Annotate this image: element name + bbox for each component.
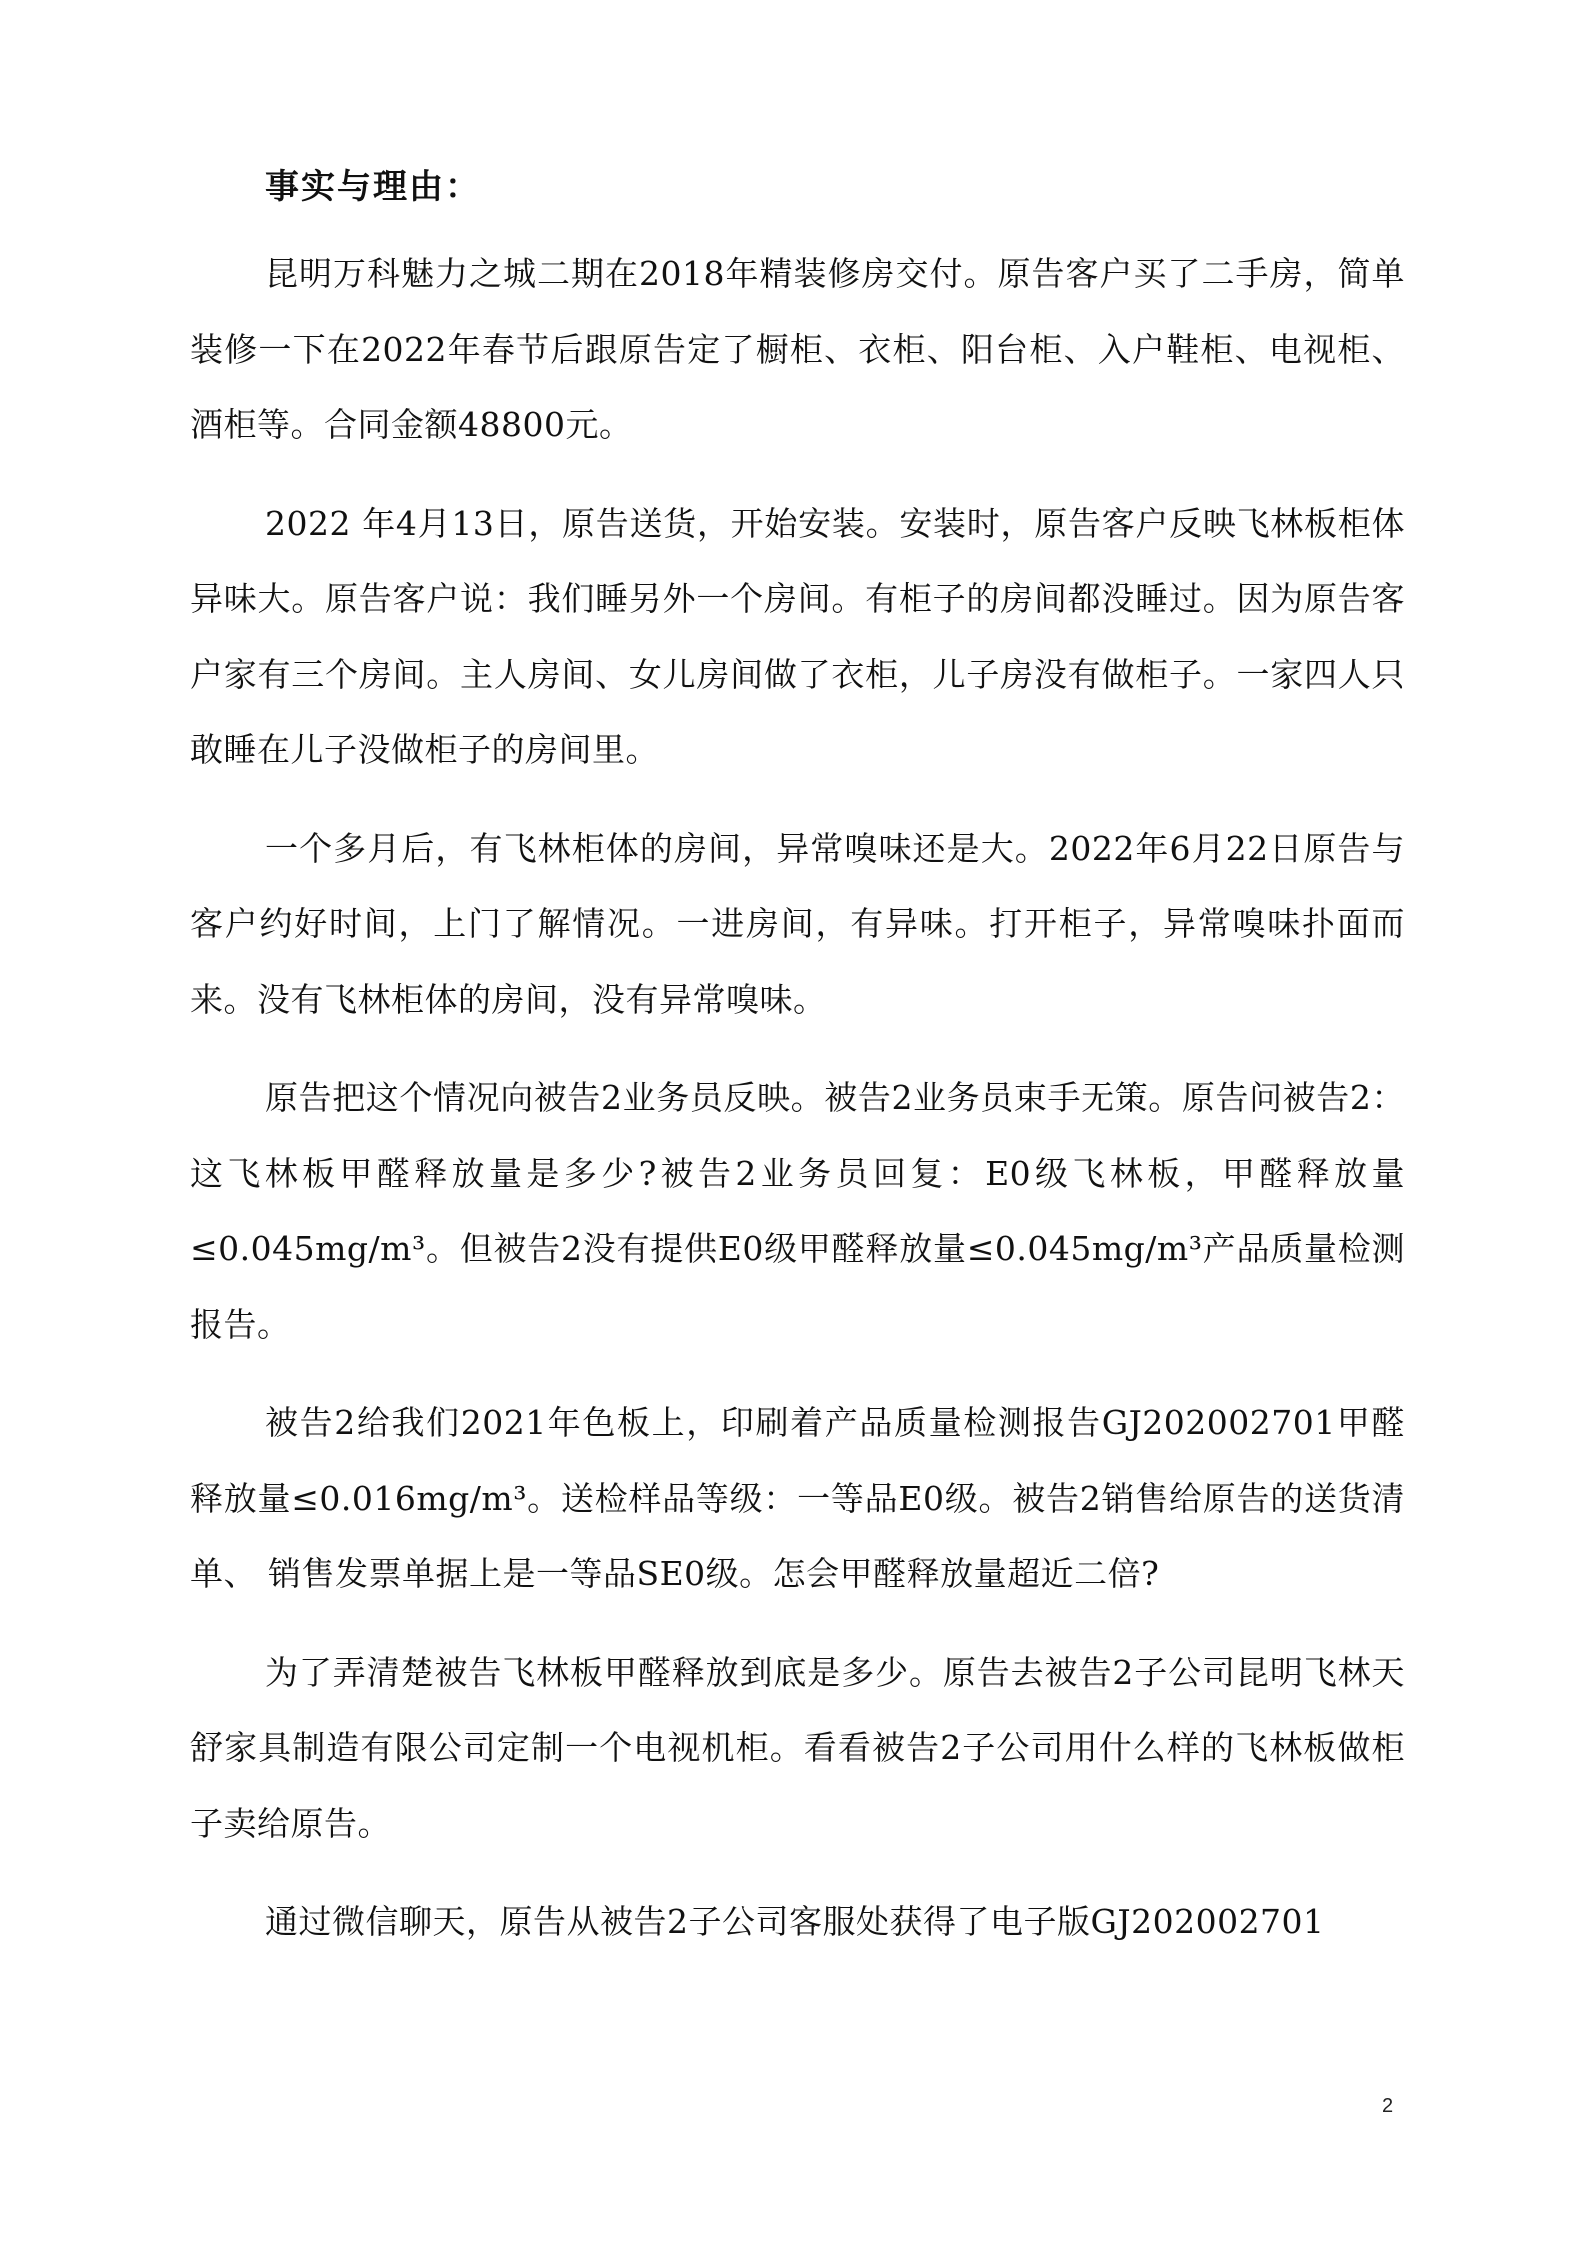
paragraph-6: 为了弄清楚被告飞林板甲醛释放到底是多少。原告去被告2子公司昆明飞林天舒家具制造有限公司定制一个电视机柜。看看被告2子公司用什么样的飞林板做柜子卖给原告。 bbox=[190, 1652, 1405, 1843]
paragraph-5: 被告2给我们2021年色板上，印刷着产品质量检测报告GJ202002701甲醛释放量≤0.016mg/m³。送检样品等级：一等品E0级。被告2销售给原告的送货清单、 销售发票单据上是一等品SE0级。怎会甲醛释放量超近二倍? bbox=[190, 1403, 1405, 1593]
paragraph-1: 昆明万科魅力之城二期在2018年精装修房交付。原告客户买了二手房，简单装修一下在2022年春节后跟原告定了橱柜、衣柜、阳台柜、入户鞋柜、电视柜、酒柜等。合同金额48800元。 bbox=[190, 254, 1405, 444]
paragraph-7: 通过微信聊天，原告从被告2子公司客服处获得了电子版GJ202002701 bbox=[265, 1902, 1325, 1941]
paragraph-4: 原告把这个情况向被告2业务员反映。被告2业务员束手无策。原告问被告2：这飞林板甲醛释放量是多少?被告2业务员回复：E0级飞林板，甲醛释放量≤0.045mg/m³。但被告2没有提供E0级甲醛释放量≤0.045mg/m³产品质量检测报告。 bbox=[190, 1078, 1405, 1344]
paragraph-3: 一个多月后，有飞林柜体的房间，异常嗅味还是大。2022年6月22日原告与客户约好时间，上门了解情况。一进房间，有异味。打开柜子，异常嗅味扑面而来。没有飞林柜体的房间，没有异常嗅味。 bbox=[190, 828, 1405, 1019]
section-heading: 事实与理由： bbox=[265, 167, 481, 207]
page-number: 2 bbox=[1382, 2095, 1394, 2117]
paragraph-2: 2022 年4月13日，原告送货，开始安装。安装时，原告客户反映飞林板柜体异味大。原告客户说：我们睡另外一个房间。有柜子的房间都没睡过。因为原告客户家有三个房间。主人房间、女儿房间做了衣柜，儿子房没有做柜子。一家四人只敢睡在儿子没做柜子的房间里。 bbox=[190, 503, 1405, 769]
document-body bbox=[190, 152, 1405, 1983]
